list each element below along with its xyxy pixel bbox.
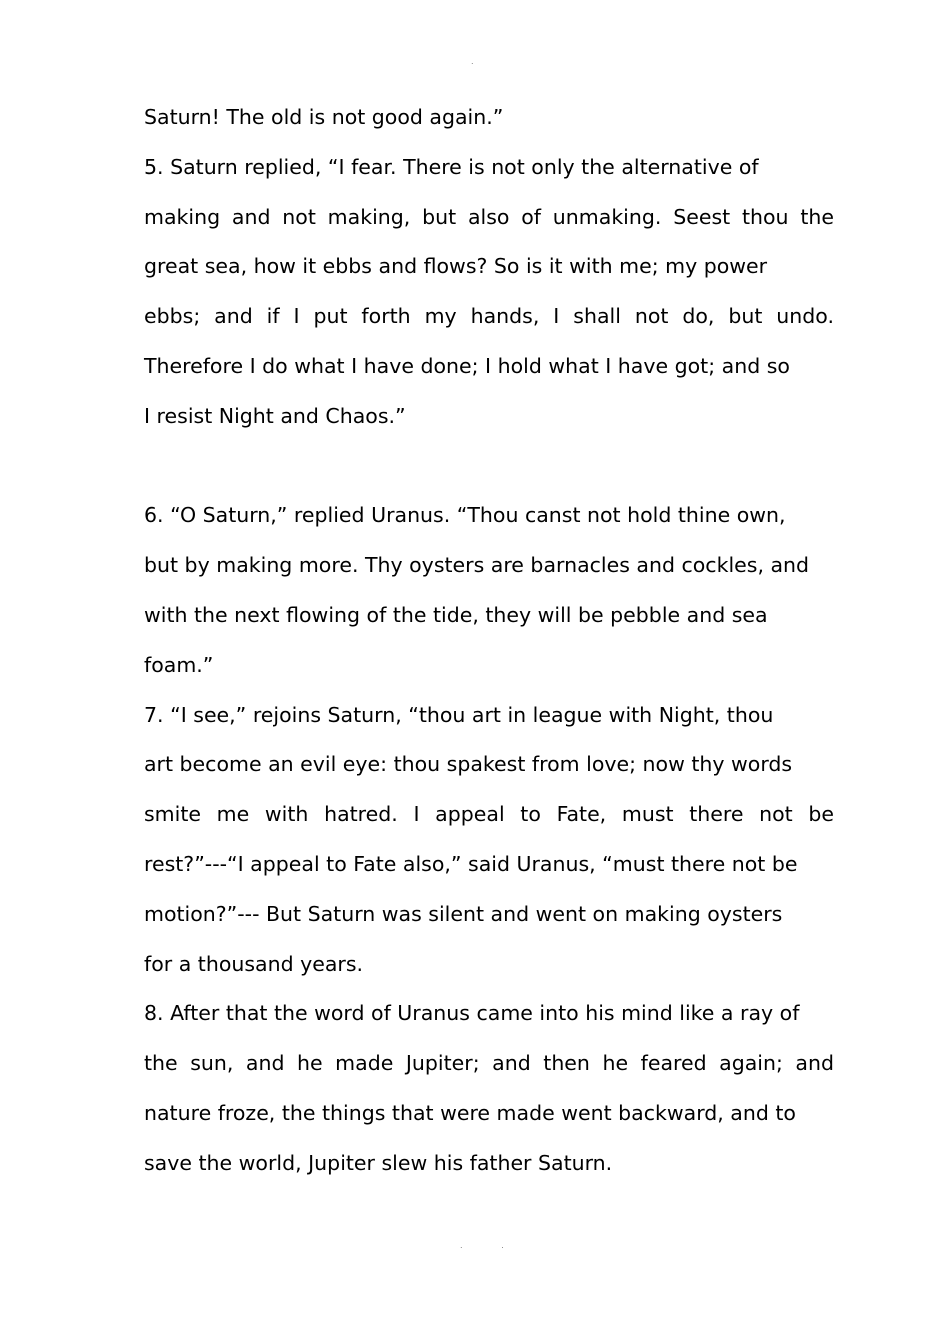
text-line: save the world, Jupiter slew his father Saturn. [144,1150,613,1175]
text-line: with the next flowing of the tide, they will be pebble and sea [144,602,768,627]
text-line: I resist Night and Chaos.” [144,403,406,428]
paragraph-gap [144,442,834,492]
text-line: foam.” [144,652,214,677]
text-line: nature froze, the things that were made went backward, and to [144,1100,796,1125]
footer-mark: . . [460,1241,522,1250]
text-line: 8. After that the word of Uranus came into his mind like a ray of [144,1001,800,1026]
text-line: ebbs; and if I put forth my hands, I shall not do, but undo. [144,304,834,329]
text-line: but by making more. Thy oysters are barnacles and cockles, and [144,553,810,578]
text-line: for a thousand years. [144,951,364,976]
text-line: 6. “O Saturn,” replied Uranus. “Thou canst not hold thine own, [144,503,786,528]
text-line: motion?”--- But Saturn was silent and went on making oysters [144,901,783,926]
text-line: Therefore I do what I have done; I hold what I have got; and so [144,353,790,378]
text-line: rest?”---“I appeal to Fate also,” said Uranus, “must there not be [144,851,798,876]
text-line: smite me with hatred. I appeal to Fate, must there not be [144,802,834,827]
header-mark: . [471,57,474,66]
text-line: making and not making, but also of unmaking. Seest thou the [144,204,834,229]
text-line: great sea, how it ebbs and flows? So is it with me; my power [144,254,768,279]
text-line: art become an evil eye: thou spakest from love; now thy words [144,752,793,777]
text-line: 5. Saturn replied, “I fear. There is not only the alternative of [144,154,759,179]
body-text [144,93,834,1189]
text-line: Saturn! The old is not good again.” [144,105,504,129]
text-line: the sun, and he made Jupiter; and then he feared again; and [144,1051,834,1076]
text-line: 7. “I see,” rejoins Saturn, “thou art in league with Night, thou [144,702,774,727]
